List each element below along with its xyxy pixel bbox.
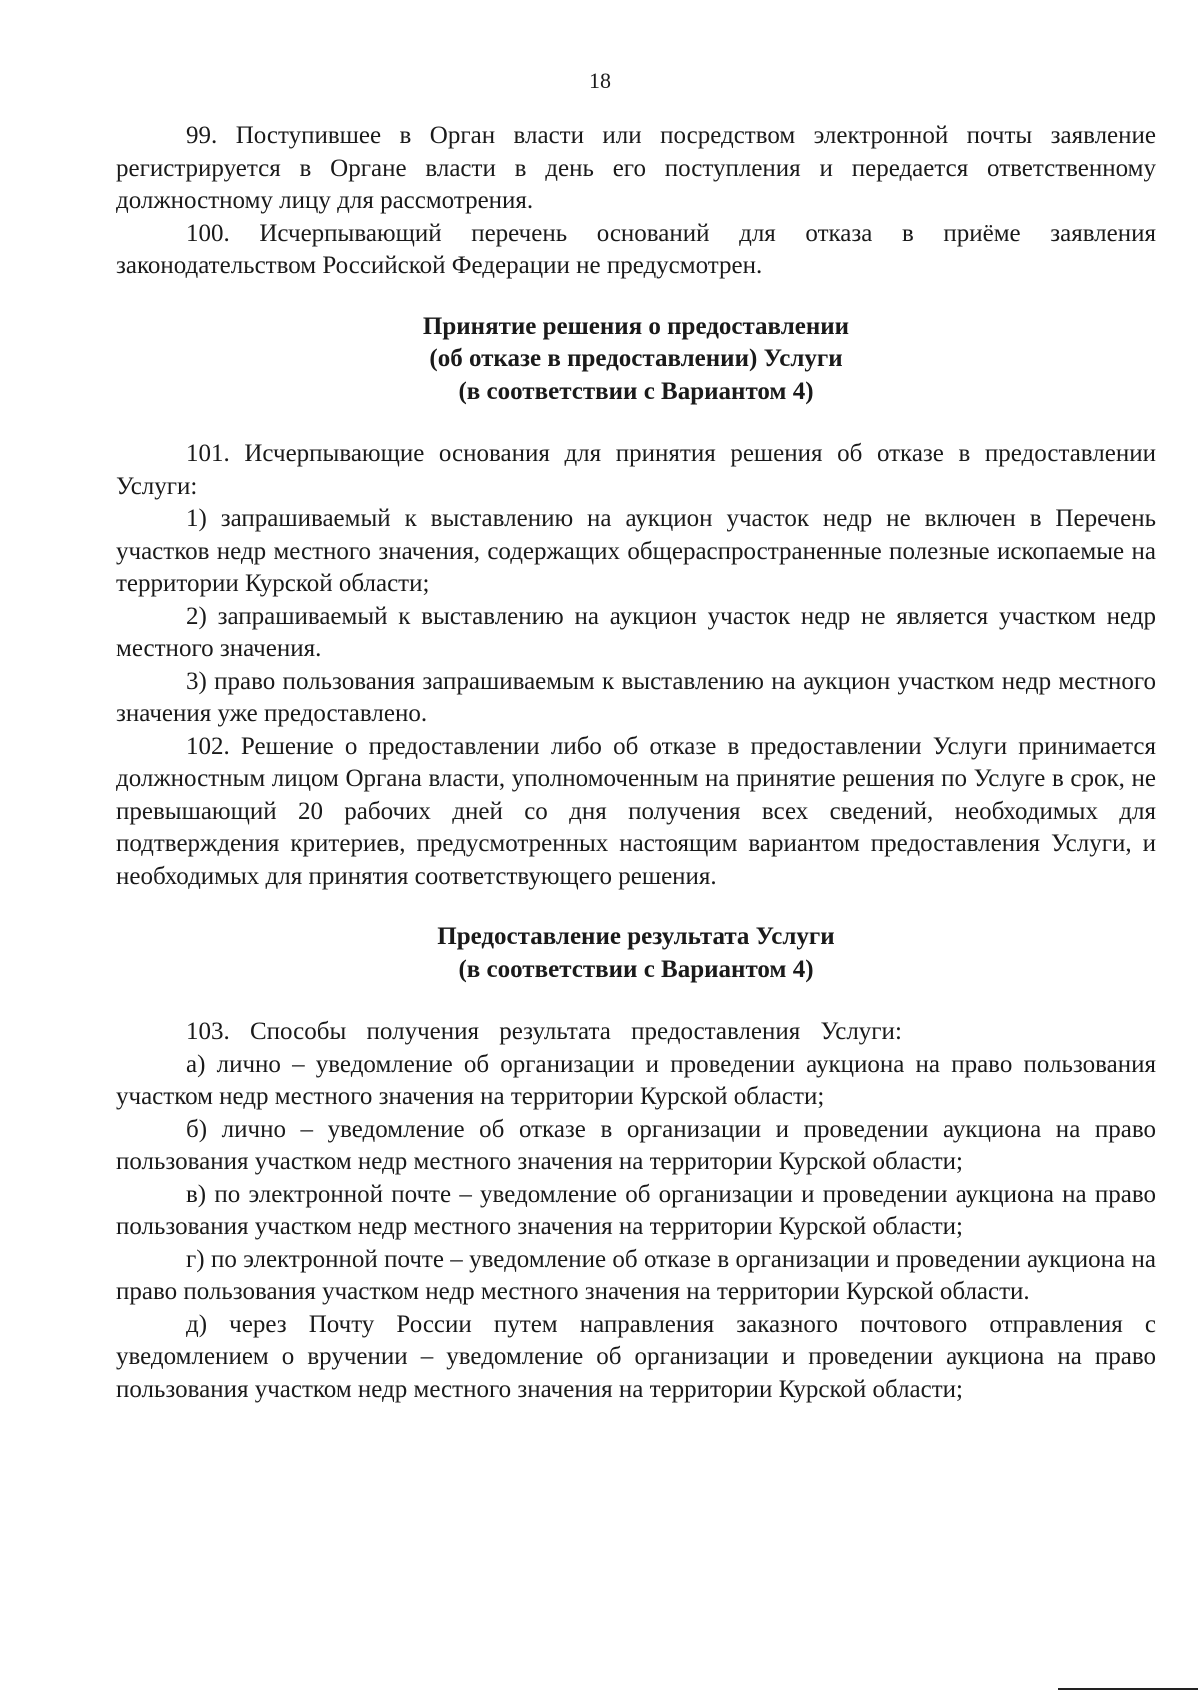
- heading-line: (об отказе в предоставлении) Услуги: [429, 345, 843, 372]
- list-item-a: а) лично – уведомление об организации и проведении аукциона на право пользования участком недр местного значения на территории Курской области;: [116, 1050, 1156, 1110]
- heading-line: (в соответствии с Вариантом 4): [458, 955, 814, 983]
- list-item-b: б) лично – уведомление об отказе в организации и проведении аукциона на право пользования участком недр местного значения на территории Курской области;: [116, 1115, 1156, 1175]
- section-heading-decision: [116, 311, 1156, 409]
- paragraph-102: 102. Решение о предоставлении либо об отказе в предоставлении Услуги принимается должностным лицом Органа власти, уполномоченным на принятие решения по Услуге в срок, не превышающий 20 рабочих дней со дня получения всех сведений, необходимых для подтверждения критериев, предусмотренных настоящим вариантом предоставления Услуги, и необходимых для принятия соответствующего решения.: [116, 732, 1156, 890]
- heading-line: Принятие решения о предоставлении: [422, 312, 850, 340]
- list-item-v: в) по электронной почте – уведомление об организации и проведении аукциона на право пользования участком недр местного значения на территории Курской области;: [116, 1180, 1156, 1240]
- list-item-g: г) по электронной почте – уведомление об отказе в организации и проведении аукциона на право пользования участком недр местного значения на территории Курской области.: [116, 1245, 1156, 1305]
- heading-line: Предоставление результата Услуги: [437, 923, 835, 950]
- heading-line: (в соответствии с Вариантом 4): [458, 377, 814, 405]
- paragraph-100: 100. Исчерпывающий перечень оснований для отказа в приёме заявления законодательством Российской Федерации не предусмотрен.: [116, 219, 1156, 279]
- list-item-2: 2) запрашиваемый к выставлению на аукцион участок недр не является участком недр местного значения.: [116, 602, 1156, 662]
- section-heading-result: [116, 921, 1156, 986]
- list-item-d: д) через Почту России путем направления заказного почтового отправления с уведомлением о вручении – уведомление об организации и проведении аукциона на право пользования участком недр местного значения на территории Курской области;: [116, 1310, 1156, 1403]
- bottom-rule-divider: [1058, 1688, 1198, 1690]
- list-item-3: 3) право пользования запрашиваемым к выставлению на аукцион участком недр местного значения уже предоставлено.: [116, 667, 1156, 727]
- list-item-1: 1) запрашиваемый к выставлению на аукцион участок недр не включен в Перечень участков недр местного значения, содержащих общераспространенные полезные ископаемые на территории Курской области;: [116, 505, 1156, 597]
- paragraph-99: 99. Поступившее в Орган власти или посредством электронной почты заявление регистрируется в Органе власти в день его поступления и передается ответственному должностному лицу для рассмотрения.: [116, 122, 1156, 214]
- paragraph-103: 103. Способы получения результата предоставления Услуги:: [186, 1018, 902, 1045]
- paragraph-101: 101. Исчерпывающие основания для принятия решения об отказе в предоставлении Услуги:: [116, 440, 1156, 500]
- page-number: 18: [589, 68, 611, 93]
- document-body: [116, 120, 1156, 1406]
